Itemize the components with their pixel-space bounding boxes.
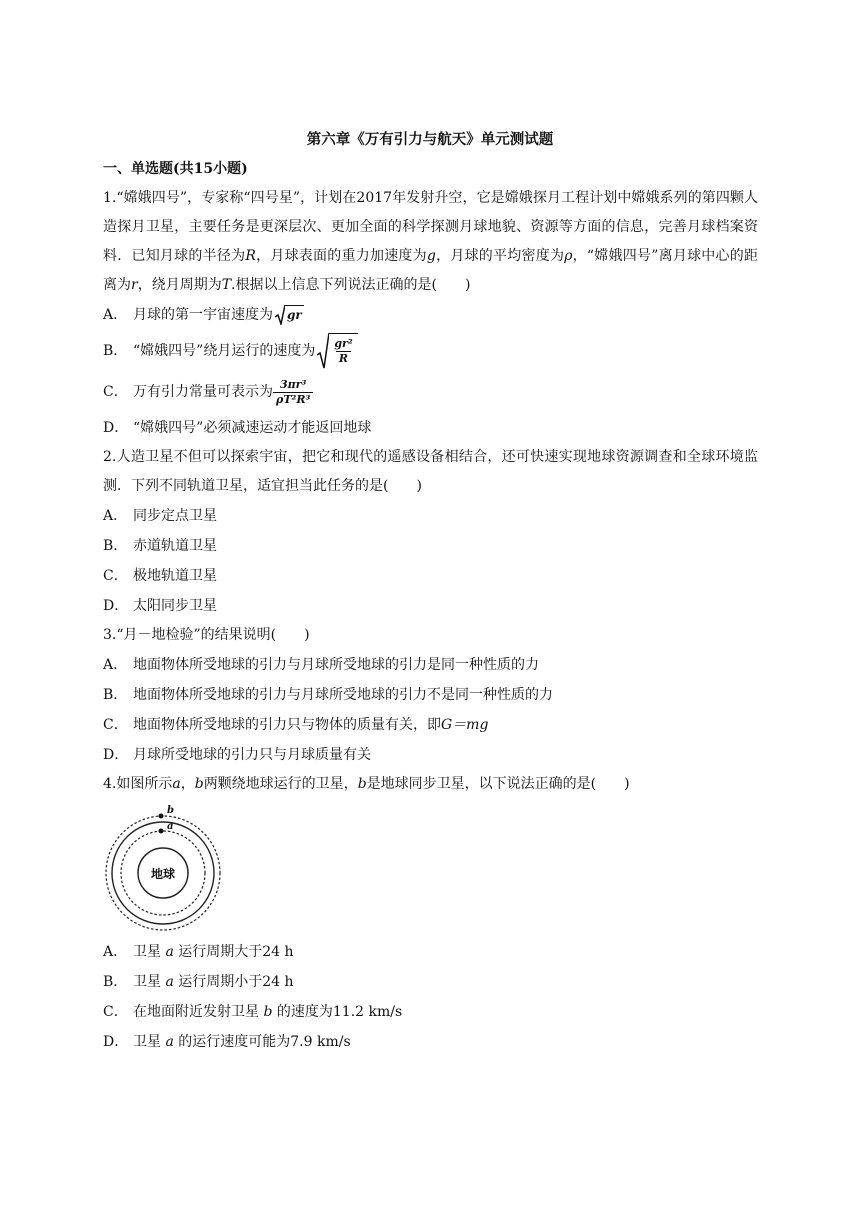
question-4: 4.如图所示a，b两颗绕地球运行的卫星，b是地球同步卫星，以下说法正确的是( ) — [103, 776, 630, 792]
q1-option-d: D． “嫦娥四号”必须减速运动才能返回地球 — [103, 420, 372, 436]
q3-option-d: D． 月球所受地球的引力只与月球质量有关 — [103, 747, 371, 763]
q2-option-b: B． 赤道轨道卫星 — [103, 538, 217, 554]
q1-option-c: C． 万有引力常量可表示为 $\frac{\text{3πr³}}{\text{ρT²R³}}$ — [103, 372, 758, 412]
q4-option-a: A． 卫星 a 运行周期大于24 h — [103, 944, 294, 960]
q4-option-b: B． 卫星 a 运行周期小于24 h — [103, 974, 294, 990]
question-2: 2.人造卫星不但可以探索宇宙，把它和现代的遥感设备相结合，还可快速实现地球资源调查和全球环境监测．下列不同轨道卫星，适宜担当此任务的是( ) — [103, 449, 758, 494]
orbit-figure — [103, 803, 227, 933]
orbit-diagram — [103, 803, 758, 933]
q2-option-c: C． 极地轨道卫星 — [103, 568, 217, 584]
q3-option-b: B． 地面物体所受地球的引力与月球所受地球的引力不是同一种性质的力 — [103, 687, 553, 703]
fraction-expression: $\frac{\text{3πr³}}{\text{ρT²R³}}$ — [273, 378, 313, 407]
q3-option-c: C． 地面物体所受地球的引力只与物体的质量有关，即 G＝mg — [103, 717, 489, 733]
satellite-a-label: a — [167, 821, 174, 832]
q3-option-a: A． 地面物体所受地球的引力与月球所受地球的引力是同一种性质的力 — [103, 657, 539, 673]
q4-option-d: D． 卫星 a 的运行速度可能为7.9 km/s — [103, 1034, 351, 1050]
question-3: 3.“月－地检验”的结果说明( ) — [103, 627, 310, 643]
satellite-b-dot — [159, 814, 164, 819]
page-title: 第六章《万有引力与航天》单元测试题 — [306, 131, 554, 148]
sqrt-expression: gr — [275, 305, 304, 325]
question-list — [103, 184, 758, 1057]
q2-option-a: A． 同步定点卫星 — [103, 508, 217, 524]
sqrt-fraction-expression: $\frac{\text{gr²}}{R}$ — [317, 333, 357, 369]
question-1: 1.“嫦娥四号”，专家称“四号星”，计划在2017年发射升空，它是嫦娥探月工程计划中嫦娥系列的第四颗人造探月卫星，主要任务是更深层次、更加全面的科学探测月球地貌、资源等方面的信息，完善月球档案资料．已知月球的半径为R，月球表面的重力加速度为g，月球的平均密度为ρ，“嫦娥四号”离月球中心的距离为r，绕月周期为T.根据以上信息下列说法正确的是( ) — [103, 190, 759, 293]
q2-option-d: D． 太阳同步卫星 — [103, 598, 217, 614]
q4-option-c: C． 在地面附近发射卫星 b 的速度为11.2 km/s — [103, 1004, 403, 1020]
section-heading: 一、单选题(共15小题) — [103, 161, 248, 177]
q1-option-a: A． 月球的第一宇宙速度为 gr — [103, 307, 302, 323]
earth-label: 地球 — [150, 867, 176, 881]
satellite-b-label: b — [167, 805, 174, 816]
q1-option-b: B． “嫦娥四号”绕月运行的速度为 $\frac{\text{gr²}}{R}$ — [103, 331, 758, 371]
satellite-a-dot — [159, 829, 164, 834]
